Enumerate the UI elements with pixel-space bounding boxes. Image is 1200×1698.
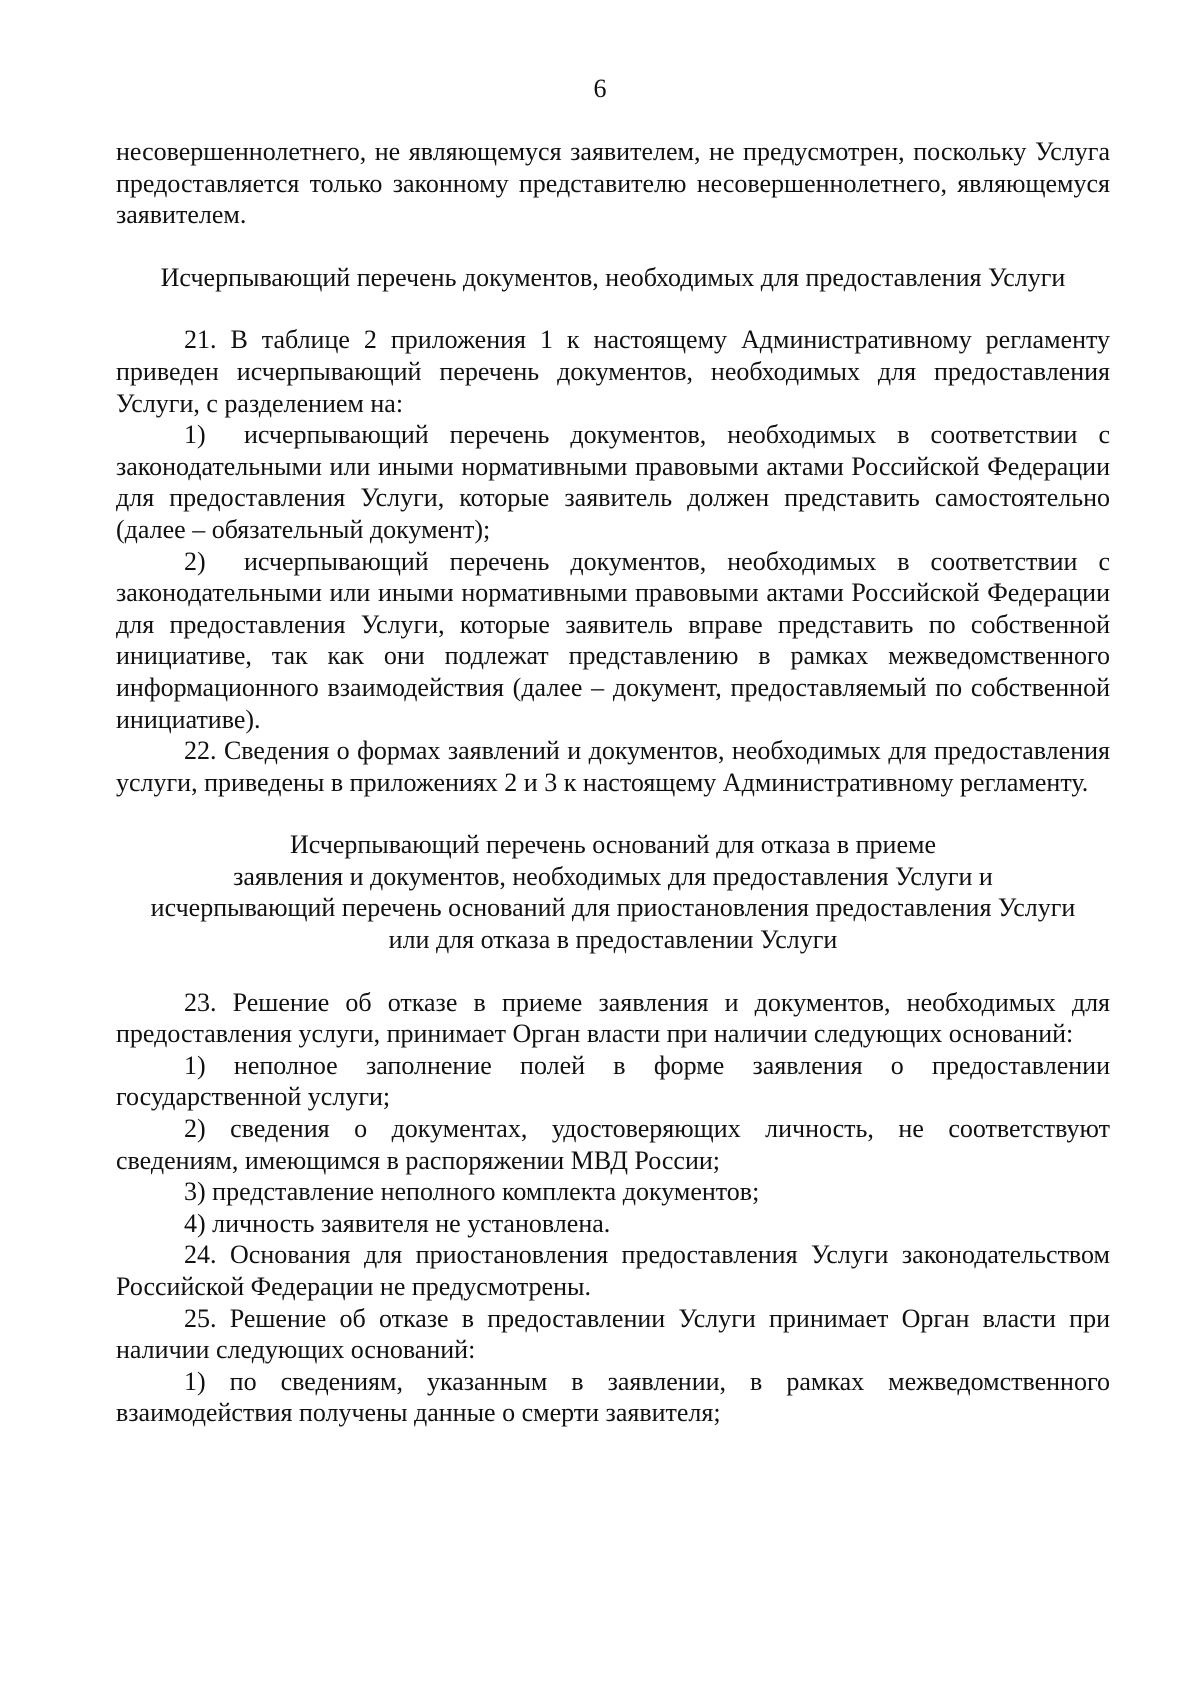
section-heading-documents: Исчерпывающий перечень документов, необходимых для предоставления Услуги bbox=[160, 262, 1066, 292]
list-item-number: 1) bbox=[184, 420, 206, 450]
section-heading-refusal bbox=[116, 829, 1110, 955]
list-item-text: исчерпывающий перечень документов, необходимых в соответствии с законодательными или иными нормативными правовыми актами Российской Федерации для предоставления Услуги, которые заявитель вправе представить по собственной инициативе, так как они подлежат представлению в рамках межведомственного информационного взаимодействия (далее – документ, предоставляемый по собственной инициативе). bbox=[116, 546, 1110, 734]
heading-line: Исчерпывающий перечень оснований для отказа в приеме bbox=[289, 830, 936, 860]
heading-line: или для отказа в предоставлении Услуги bbox=[388, 925, 838, 955]
heading-line: исчерпывающий перечень оснований для приостановления предоставления Услуги bbox=[150, 893, 1076, 923]
paragraph-23-item-4: 4) личность заявителя не установлена. bbox=[184, 1208, 611, 1238]
paragraph-intro: несовершеннолетнего, не являющемуся заявителем, не предусмотрен, поскольку Услуга предоставляется только законному представителю несовершеннолетнего, являющемуся заявителем. bbox=[116, 137, 1110, 230]
paragraph-25-item-1: 1) по сведениям, указанным в заявлении, в рамках межведомственного взаимодействия получены данные о смерти заявителя; bbox=[116, 1366, 1110, 1428]
paragraph-22: 22. Сведения о формах заявлений и документов, необходимых для предоставления услуги, приведены в приложениях 2 и 3 к настоящему Административному регламенту. bbox=[116, 736, 1110, 797]
paragraph-21-item-1 bbox=[116, 419, 1110, 545]
page-number: 6 bbox=[593, 74, 607, 103]
list-item-text: исчерпывающий перечень документов, необходимых в соответствии с законодательными или иными нормативными правовыми актами Российской Федерации для предоставления Услуги, которые заявитель должен представить самостоятельно (далее – обязательный документ); bbox=[116, 420, 1110, 544]
paragraph-24: 24. Основания для приостановления предоставления Услуги законодательством Российской Федерации не предусмотрены. bbox=[116, 1240, 1110, 1301]
paragraph-23: 23. Решение об отказе в приеме заявления и документов, необходимых для предоставления услуги, принимает Орган власти при наличии следующих оснований: bbox=[116, 987, 1110, 1049]
heading-line: заявления и документов, необходимых для предоставления Услуги и bbox=[233, 861, 993, 891]
paragraph-23-item-2: 2) сведения о документах, удостоверяющих личность, не соответствуют сведениям, имеющимся в распоряжении МВД России; bbox=[116, 1114, 1110, 1175]
document-body bbox=[116, 136, 1110, 1429]
paragraph-25: 25. Решение об отказе в предоставлении Услуги принимает Орган власти при наличии следующих оснований: bbox=[116, 1303, 1110, 1365]
paragraph-23-item-1: 1) неполное заполнение полей в форме заявления о предоставлении государственной услуги; bbox=[116, 1050, 1110, 1112]
list-item-number: 2) bbox=[184, 546, 206, 576]
paragraph-23-item-3: 3) представление неполного комплекта документов; bbox=[184, 1177, 760, 1207]
paragraph-21: 21. В таблице 2 приложения 1 к настоящему Административному регламенту приведен исчерпывающий перечень документов, необходимых для предоставления Услуги, с разделением на: bbox=[116, 325, 1110, 418]
paragraph-21-item-2 bbox=[116, 546, 1110, 736]
